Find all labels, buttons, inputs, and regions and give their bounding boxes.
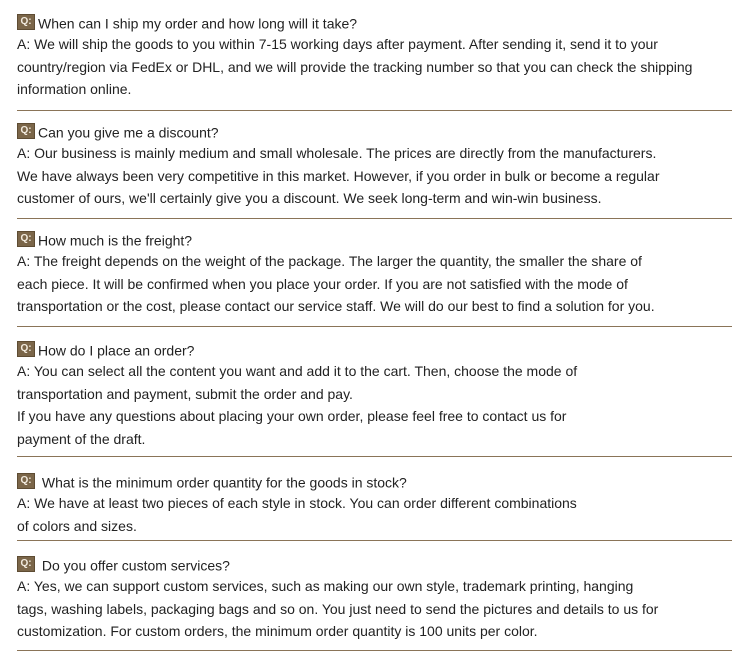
- faq-divider: [17, 540, 732, 541]
- faq-item: [17, 228, 732, 318]
- faq-item: [17, 470, 732, 537]
- faq-question: When can I ship my order and how long will it take?: [38, 15, 358, 32]
- question-badge-icon: Q:: [17, 556, 35, 572]
- faq-question-line: [17, 120, 732, 142]
- faq-divider: [17, 110, 732, 111]
- faq-item: [17, 553, 732, 643]
- faq-question-line: [17, 338, 732, 360]
- faq-answer-line: If you have any questions about placing your own order, please feel free to contact us for: [17, 408, 567, 424]
- question-badge-icon: Q:: [17, 231, 35, 247]
- faq-question-line: [17, 11, 732, 33]
- question-badge-icon: Q:: [17, 341, 35, 357]
- faq-answer-line: We have always been very competitive in this market. However, if you order in bulk or become a regular: [17, 167, 660, 184]
- faq-question: How much is the freight?: [38, 232, 193, 249]
- faq-answer-line: payment of the draft.: [17, 430, 146, 447]
- faq-item: [17, 338, 732, 450]
- faq-divider: [17, 650, 732, 651]
- faq-answer-line: A: The freight depends on the weight of the package. The larger the quantity, the smaller the share of: [17, 253, 642, 269]
- faq-question: How do I place an order?: [38, 342, 195, 359]
- question-badge-icon: Q:: [17, 123, 35, 139]
- faq-answer-line: each piece. It will be confirmed when you place your order. If you are not satisfied with the mode of: [17, 275, 628, 292]
- faq-answer-line: information online.: [17, 81, 132, 97]
- faq-item: [17, 120, 732, 210]
- question-badge-icon: Q:: [17, 14, 35, 30]
- faq-answer-line: transportation and payment, submit the order and pay.: [17, 385, 353, 402]
- faq-question-line: [17, 228, 732, 250]
- faq-answer-line: A: Our business is mainly medium and small wholesale. The prices are directly from the manufacturers.: [17, 145, 657, 161]
- faq-question: Can you give me a discount?: [38, 124, 219, 141]
- faq-answer-line: of colors and sizes.: [17, 517, 137, 534]
- faq-item: [17, 11, 732, 101]
- faq-answer-line: tags, washing labels, packaging bags and so on. You just need to send the pictures and details to us for: [17, 600, 659, 617]
- faq-question-line: [17, 553, 732, 575]
- faq-answer-line: country/region via FedEx or DHL, and we will provide the tracking number so that you can check the shipping: [17, 58, 693, 75]
- faq-answer-line: A: We have at least two pieces of each style in stock. You can order different combinations: [17, 495, 577, 511]
- faq-answer-line: A: You can select all the content you want and add it to the cart. Then, choose the mode of: [17, 363, 578, 379]
- faq-question-line: [17, 470, 732, 492]
- faq-divider: [17, 326, 732, 327]
- faq-question: Do you offer custom services?: [38, 557, 230, 574]
- question-badge-icon: Q:: [17, 473, 35, 489]
- faq-answer-line: customization. For custom orders, the minimum order quantity is 100 units per color.: [17, 623, 538, 639]
- faq-divider: [17, 218, 732, 219]
- faq-answer-line: A: Yes, we can support custom services, such as making our own style, trademark printing, hanging: [17, 578, 634, 594]
- faq-divider: [17, 456, 732, 457]
- faq-answer-line: transportation or the cost, please contact our service staff. We will do our best to find a solution for you.: [17, 298, 655, 314]
- faq-answer-line: customer of ours, we'll certainly give you a discount. We seek long-term and win-win business.: [17, 190, 602, 206]
- faq-answer-line: A: We will ship the goods to you within 7-15 working days after payment. After sending it, send it to your: [17, 36, 658, 52]
- faq-question: What is the minimum order quantity for the goods in stock?: [38, 474, 407, 491]
